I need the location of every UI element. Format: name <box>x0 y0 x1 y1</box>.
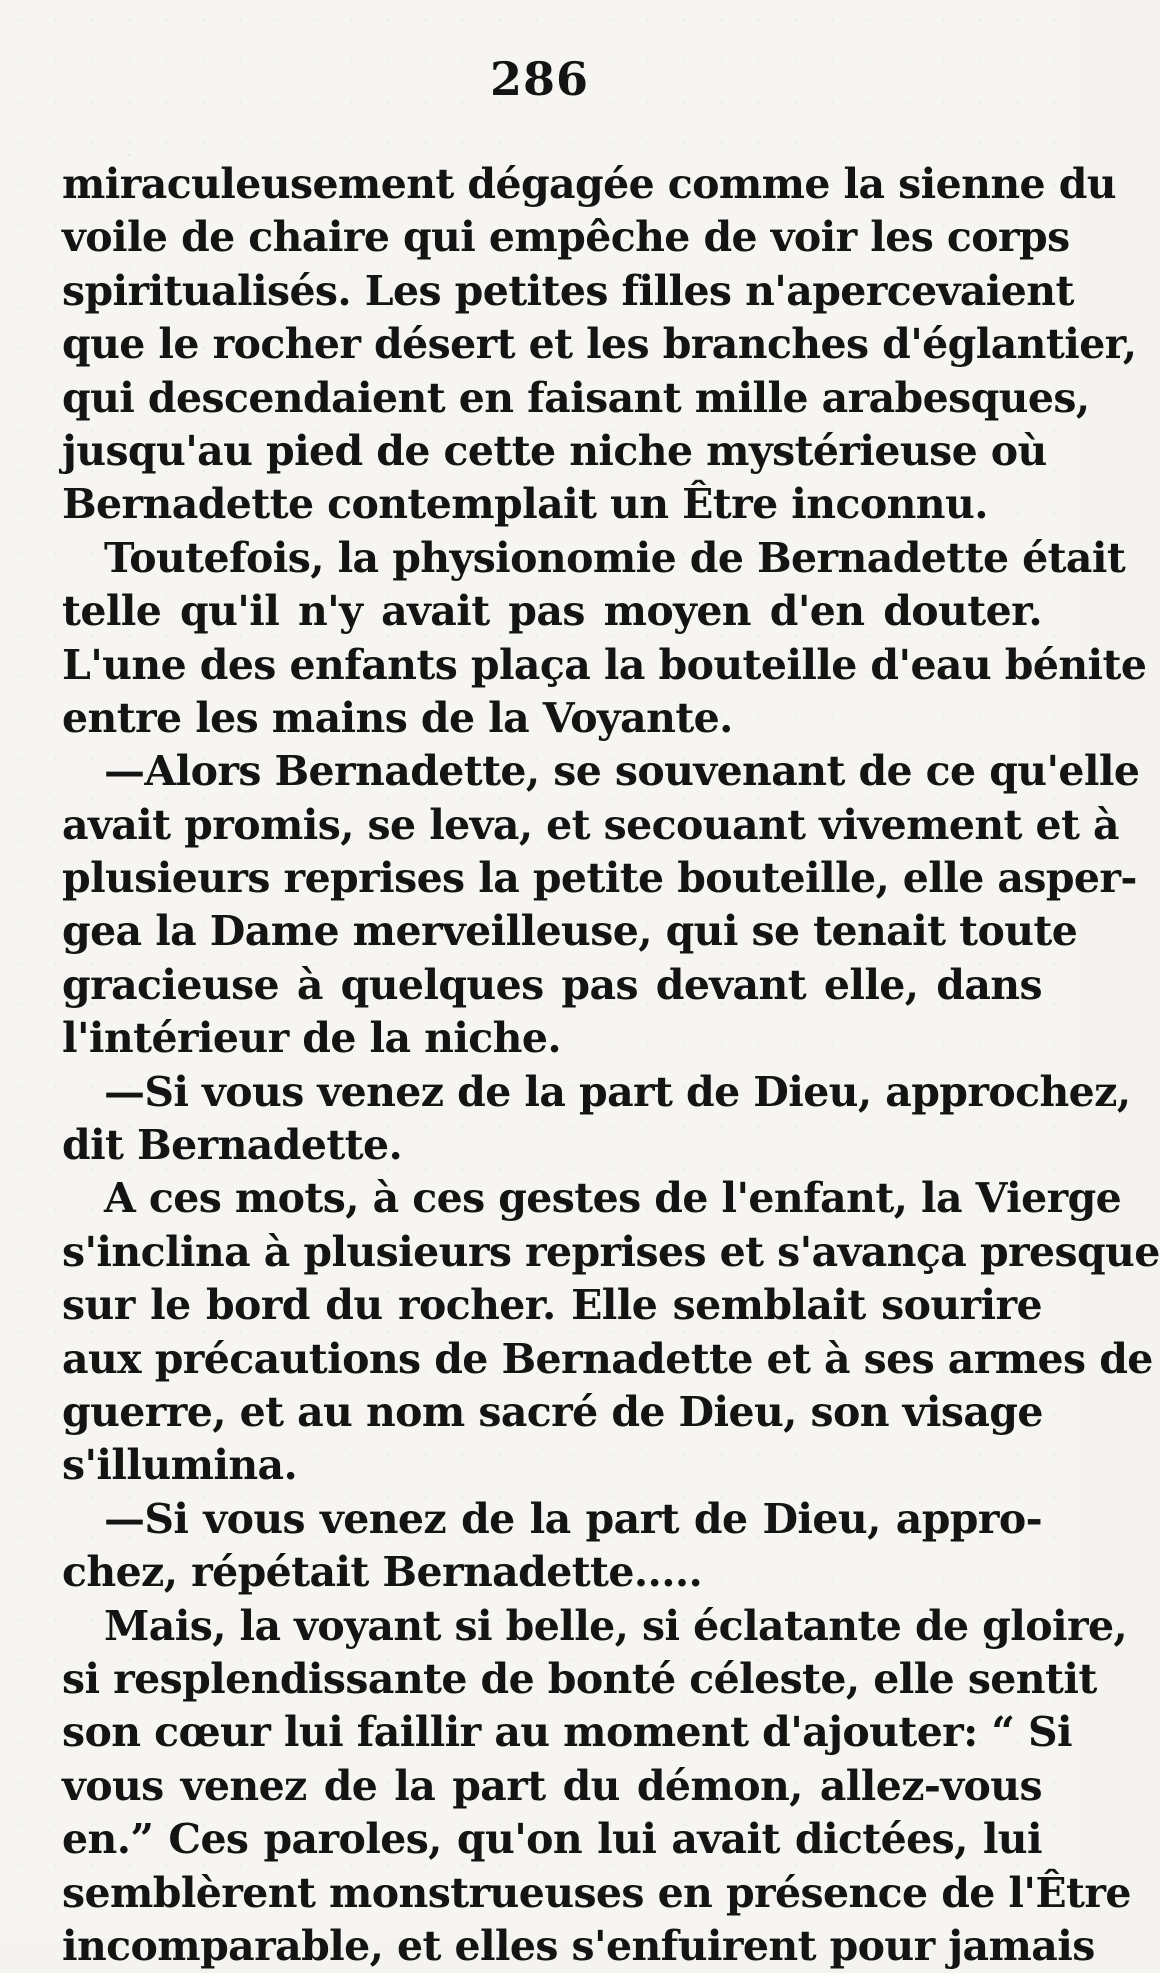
text-line: s'inclina à plusieurs reprises et s'avança presque <box>62 1227 1160 1276</box>
text-line: L'une des enfants plaça la bouteille d'eau bénite <box>62 640 1147 689</box>
text-line: plusieurs reprises la petite bouteille, elle asper- <box>62 854 1137 903</box>
text-line: —Alors Bernadette, se souvenant de ce qu'elle <box>104 747 1140 796</box>
text-line: qui descendaient en faisant mille arabesques, <box>62 373 1090 422</box>
page-number: 286 <box>489 52 590 106</box>
text-line: dit Bernadette. <box>62 1121 403 1170</box>
text-line: l'intérieur de la niche. <box>62 1014 562 1063</box>
text-line: son cœur lui faillir au moment d'ajouter: “ Si <box>62 1708 1073 1757</box>
text-line: —Si vous venez de la part de Dieu, appro- <box>104 1494 1042 1543</box>
text-line: aux précautions de Bernadette et à ses armes de <box>62 1334 1153 1383</box>
text-line: spiritualisés. Les petites filles n'apercevaient <box>62 266 1074 315</box>
body-text <box>62 158 1160 1973</box>
text-line: Toutefois, la physionomie de Bernadette était <box>104 533 1126 582</box>
text-line: jusqu'au pied de cette niche mystérieuse où <box>62 426 1047 475</box>
text-line: A ces mots, à ces gestes de l'enfant, la Vierge <box>104 1174 1122 1223</box>
text-line: voile de chaire qui empêche de voir les corps <box>62 213 1070 262</box>
text-line: semblèrent monstrueuses en présence de l'Être <box>62 1868 1131 1917</box>
text-line: incomparable, et elles s'enfuirent pour jamais <box>62 1921 1095 1970</box>
text-line: si resplendissante de bonté céleste, elle sentit <box>62 1654 1097 1703</box>
text-line: Bernadette contemplait un Être inconnu. <box>62 480 988 529</box>
text-line: en.” Ces paroles, qu'on lui avait dictées, lui <box>62 1815 1042 1864</box>
text-line: que le rocher désert et les branches d'églantier, <box>62 320 1137 369</box>
text-line: miraculeusement dégagée comme la sienne du <box>62 160 1116 208</box>
text-line: chez, répétait Bernadette..... <box>62 1548 703 1597</box>
text-line: gea la Dame merveilleuse, qui se tenait toute <box>62 907 1078 956</box>
text-line: avait promis, se leva, et secouant vivement et à <box>62 800 1120 849</box>
text-line: guerre, et au nom sacré de Dieu, son visage <box>62 1387 1043 1436</box>
text-line: —Si vous venez de la part de Dieu, approchez, <box>104 1067 1131 1116</box>
text-line: Mais, la voyant si belle, si éclatante de gloire, <box>104 1601 1128 1650</box>
text-line: s'illumina. <box>62 1441 298 1490</box>
text-line: gracieuse à quelques pas devant elle, dans <box>62 960 1042 1009</box>
text-line: telle qu'il n'y avait pas moyen d'en douter. <box>62 587 1042 636</box>
text-line: vous venez de la part du démon, allez-vous <box>62 1761 1042 1810</box>
text-line: entre les mains de la Voyante. <box>62 693 733 742</box>
text-line: sur le bord du rocher. Elle semblait sourire <box>62 1281 1042 1330</box>
